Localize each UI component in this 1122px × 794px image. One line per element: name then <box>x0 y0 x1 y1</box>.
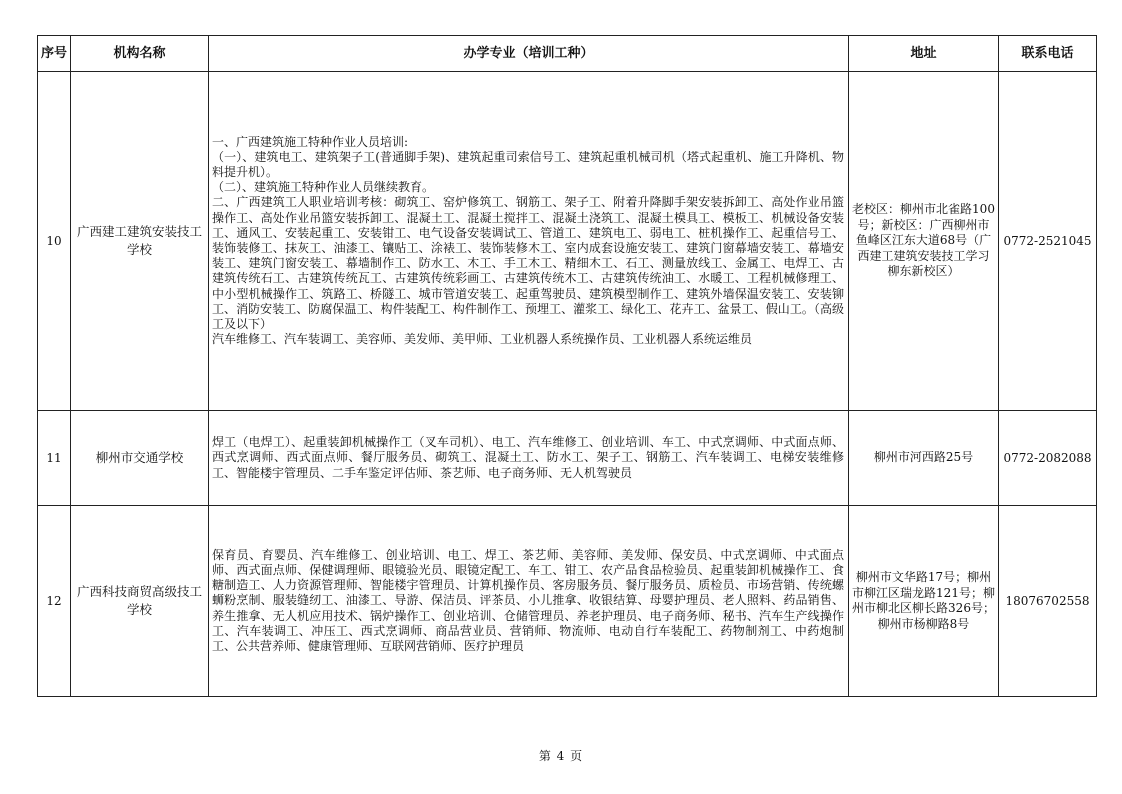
header-index: 序号 <box>38 36 71 72</box>
header-majors: 办学专业（培训工种） <box>209 36 849 72</box>
table-row <box>38 72 1097 411</box>
row-index: 10 <box>38 72 71 411</box>
contact-phone: 18076702558 <box>999 506 1097 697</box>
majors-line: 二、广西建筑工人职业培训考核：砌筑工、窑炉修筑工、钢筋工、架子工、附着升降脚手架安装拆卸工、高处作业吊篮操作工、高处作业吊篮安装拆卸工、混凝土工、混凝土搅拌工、混凝土浇筑工、混凝土模具工、模板工、机械设备安装工、通风工、安装起重工、安装钳工、电气设备安装调试工、管道工、建筑电工、弱电工、桩机操作工、起重信号工、装饰装修工、抹灰工、油漆工、镶贴工、涂裱工、装饰装修木工、室内成套设施安装工、建筑门窗幕墙安装工、幕墙安装工、建筑门窗安装工、幕墙制作工、防水工、木工、手工木工、精细木工、石工、测量放线工、金属工、电焊工、古建筑传统石工、古建筑传统瓦工、古建筑传统彩画工、古建筑传统木工、古建筑传统油工、水暖工、工程机械修理工、中小型机械操作工、筑路工、桥隧工、城市管道安装工、起重驾驶员、建筑模型制作工、建筑外墙保温安装工、安装铆工、消防安装工、防腐保温工、构件装配工、构件制作工、预埋工、灌浆工、绿化工、花卉工、盆景工、假山工。（高级工及以下） <box>212 195 844 332</box>
institution-address: 柳州市河西路25号 <box>849 411 999 506</box>
majors-line: （二）、建筑施工特种作业人员继续教育。 <box>212 180 435 195</box>
majors-cell <box>209 411 849 506</box>
majors-line: 保育员、育婴员、汽车维修工、创业培训、电工、焊工、茶艺师、美容师、美发师、保安员、中式烹调师、中式面点师、西式面点师、保健调理师、眼镜验光员、眼镜定配工、车工、钳工、农产品食品检验员、起重装卸机械操作工、食糖制造工、人力资源管理师、智能楼宇管理员、计算机操作员、客房服务员、餐厅服务员、质检员、市场营销、传统螺蛳粉烹制、服装缝纫工、油漆工、导游、保洁员、评茶员、小儿推拿、收银结算、母婴护理员、老人照料、药品销售、养生推拿、无人机应用技术、锅炉操作工、创业培训、仓储管理员、养老护理员、电子商务师、秘书、汽车生产线操作工、汽车装调工、冲压工、西式烹调师、商品营业员、营销师、物流师、电动自行车装配工、药物制剂工、中药炮制工、公共营养师、健康管理师、互联网营销师、医疗护理员 <box>212 547 844 653</box>
institution-name: 柳州市交通学校 <box>71 411 209 506</box>
majors-line: （一）、建筑电工、建筑架子工(普通脚手架)、建筑起重司索信号工、建筑起重机械司机（塔式起重机、施工升降机、物料提升机）。 <box>212 149 844 179</box>
majors-cell <box>209 72 849 411</box>
table-header-row <box>38 36 1097 72</box>
majors-cell <box>209 506 849 697</box>
institution-name: 广西科技商贸高级技工学校 <box>71 506 209 697</box>
institution-address: 柳州市文华路17号；柳州市柳江区瑞龙路121号；柳州市柳北区柳长路326号；柳州市杨柳路8号 <box>849 506 999 697</box>
row-index: 12 <box>38 506 71 697</box>
table-row <box>38 411 1097 506</box>
majors-line: 焊工（电焊工）、起重装卸机械操作工（叉车司机）、电工、汽车维修工、创业培训、车工、中式烹调师、中式面点师、西式烹调师、西式面点师、餐厅服务员、砌筑工、混凝土工、防水工、架子工、钢筋工、汽车装调工、电梯安装维修工、智能楼宇管理员、二手车鉴定评估师、茶艺师、电子商务师、无人机驾驶员 <box>212 435 844 480</box>
header-address: 地址 <box>849 36 999 72</box>
page-number: 第 4 页 <box>538 749 584 763</box>
majors-line: 一、广西建筑施工特种作业人员培训: <box>212 134 409 149</box>
row-index: 11 <box>38 411 71 506</box>
table-row <box>38 506 1097 697</box>
training-institutions-table <box>37 35 1097 697</box>
contact-phone: 0772-2521045 <box>999 72 1097 411</box>
institution-address: 老校区：柳州市北雀路100号；新校区：广西柳州市鱼峰区江东大道68号（广西建工建筑安装技工学习柳东新校区） <box>849 72 999 411</box>
institution-name: 广西建工建筑安装技工学校 <box>71 72 209 411</box>
header-phone: 联系电话 <box>999 36 1097 72</box>
header-name: 机构名称 <box>71 36 209 72</box>
contact-phone: 0772-2082088 <box>999 411 1097 506</box>
majors-line: 汽车维修工、汽车装调工、美容师、美发师、美甲师、工业机器人系统操作员、工业机器人系统运维员 <box>212 332 753 347</box>
